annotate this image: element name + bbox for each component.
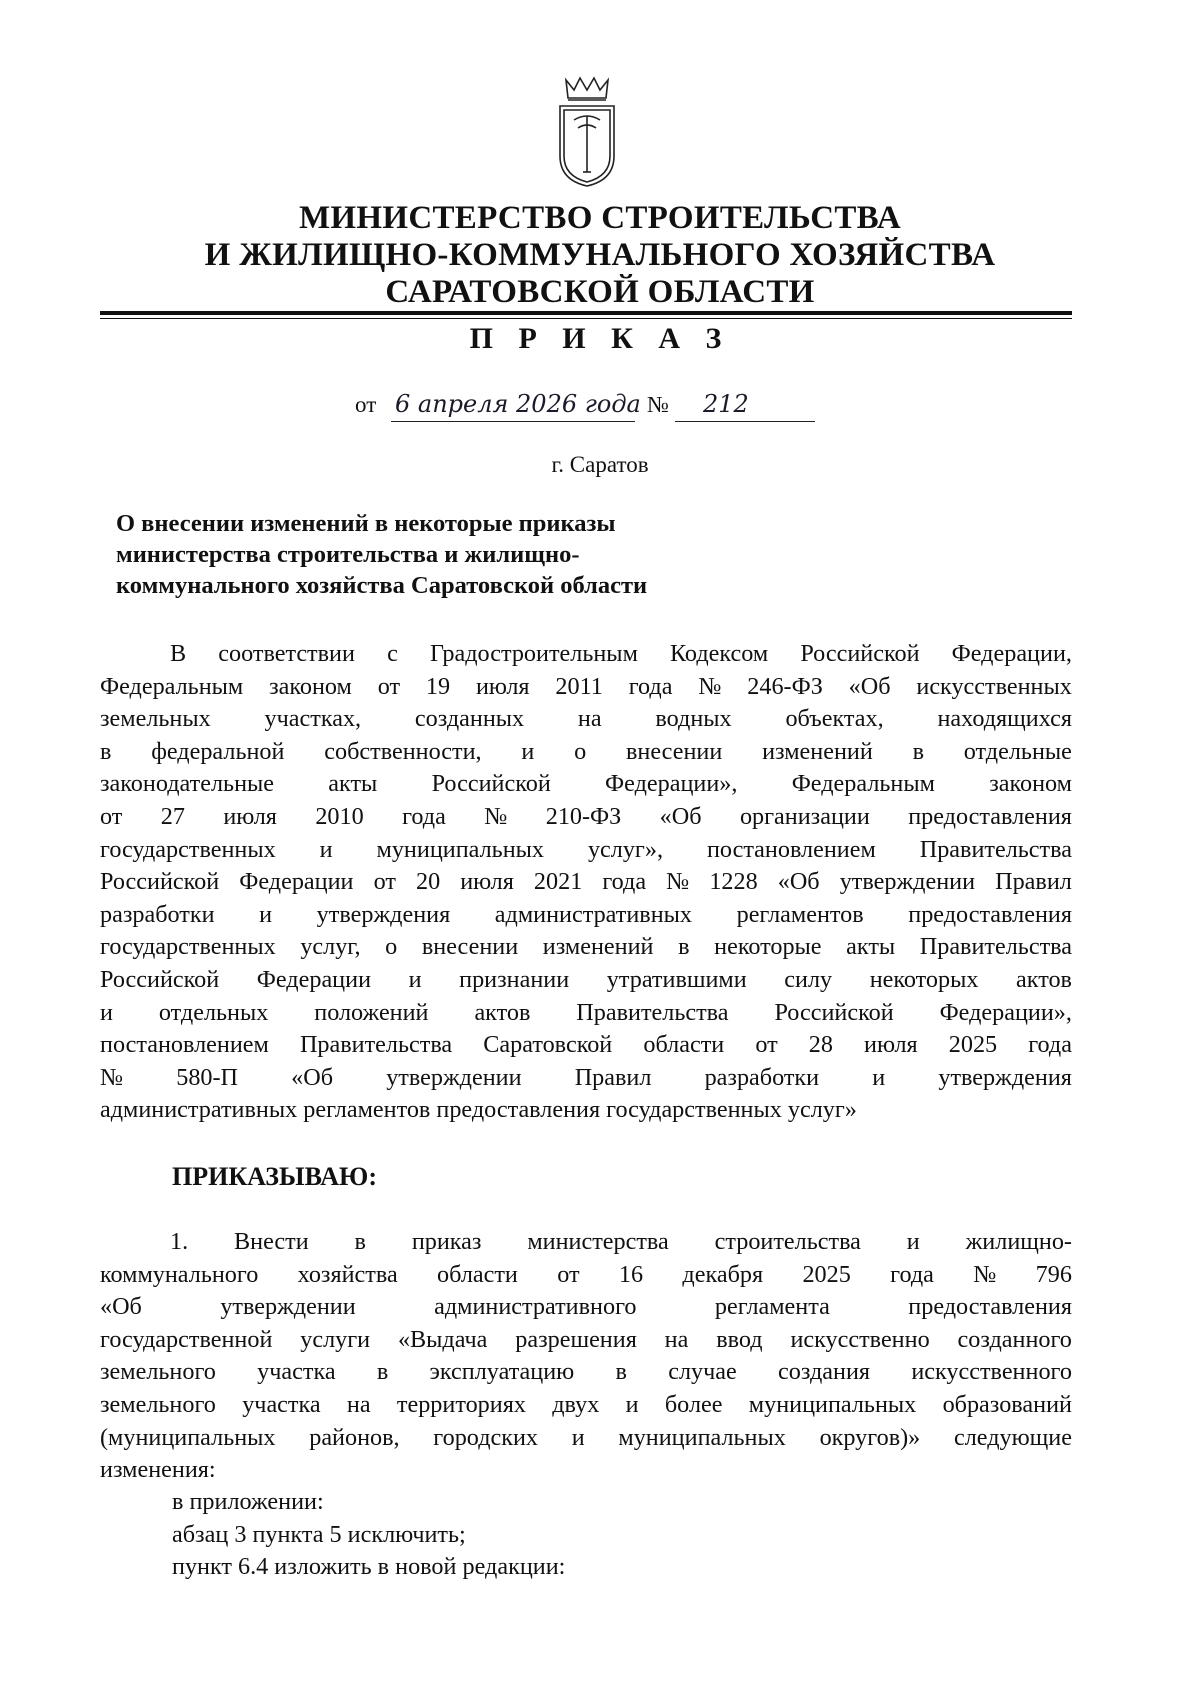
item-1-paragraph xyxy=(100,1226,1072,1487)
order-subject xyxy=(116,508,647,601)
preamble-line: разработки и утверждения административных регламентов предоставления xyxy=(100,900,1072,928)
preamble-line: в федеральной собственности, и о внесении изменений в отдельные xyxy=(100,737,1072,765)
date-underline xyxy=(391,421,635,422)
item-1-line: государственной услуги «Выдача разрешения на ввод искусственно созданного xyxy=(100,1325,1072,1353)
item-1-line: «Об утверждении административного регламента предоставления xyxy=(100,1293,1072,1321)
amendment-line: пункт 6.4 изложить в новой редакции: xyxy=(172,1553,566,1581)
amendment-line: абзац 3 пункта 5 исключить; xyxy=(172,1520,466,1548)
item-1-line: коммунального хозяйства области от 16 декабря 2025 года № 796 xyxy=(100,1260,1072,1288)
handwritten-number: 212 xyxy=(703,390,749,418)
date-number-line xyxy=(355,388,815,424)
header-rule-thick xyxy=(100,311,1072,315)
item-1-line: 1. Внести в приказ министерства строительства и жилищно- xyxy=(170,1228,1072,1255)
amendment-line: в приложении: xyxy=(172,1488,324,1515)
item-1-line: (муниципальных районов, городских и муниципальных округов)» следующие xyxy=(100,1423,1072,1451)
number-prefix: № xyxy=(647,392,669,417)
preamble-line: постановлением Правительства Саратовской области от 28 июля 2025 года xyxy=(100,1031,1072,1059)
number-underline xyxy=(675,421,815,422)
preamble-paragraph xyxy=(100,638,1072,1127)
preamble-line: № 580-П «Об утверждении Правил разработки и утверждения xyxy=(100,1063,1072,1091)
preamble-line: Российской Федерации от 20 июля 2021 года № 1228 «Об утверждении Правил xyxy=(100,868,1072,896)
coat-of-arms-icon xyxy=(552,76,622,188)
preamble-line: законодательные акты Российской Федерации», Федеральным законом xyxy=(100,770,1072,798)
preamble-line: государственных и муниципальных услуг», постановлением Правительства xyxy=(100,835,1072,863)
date-prefix: от xyxy=(355,392,377,417)
subject-line: министерства строительства и жилищно- xyxy=(116,541,580,568)
ministry-name xyxy=(100,200,1100,311)
preamble-line: и отдельных положений актов Правительства Российской Федерации», xyxy=(100,998,1072,1026)
item-1-line: изменения: xyxy=(100,1456,216,1484)
header-rule-thin xyxy=(100,318,1072,319)
document-type-title: П Р И К А З xyxy=(469,322,731,355)
preamble-line: от 27 июля 2010 года № 210-ФЗ «Об организации предоставления xyxy=(100,802,1072,830)
ministry-line-2: И ЖИЛИЩНО-КОММУНАЛЬНОГО ХОЗЯЙСТВА xyxy=(204,237,996,273)
order-directive-heading: ПРИКАЗЫВАЮ: xyxy=(172,1162,377,1191)
preamble-line: государственных услуг, о внесении изменений в некоторые акты Правительства xyxy=(100,933,1072,961)
preamble-line: Федеральным законом от 19 июля 2011 года № 246-ФЗ «Об искусственных xyxy=(100,672,1072,700)
subject-line: О внесении изменений в некоторые приказы xyxy=(116,510,616,537)
subject-line: коммунального хозяйства Саратовской области xyxy=(116,572,648,599)
ministry-line-1: МИНИСТЕРСТВО СТРОИТЕЛЬСТВА xyxy=(298,200,902,236)
handwritten-date: 6 апреля 2026 года xyxy=(395,390,641,418)
preamble-line: земельных участках, созданных на водных объектах, находящихся xyxy=(100,705,1072,733)
preamble-line: В соответствии с Градостроительным Кодексом Российской Федерации, xyxy=(170,640,1072,667)
item-1-line: земельного участка в эксплуатацию в случае создания искусственного xyxy=(100,1358,1072,1386)
preamble-line: Российской Федерации и признании утратившими силу некоторых актов xyxy=(100,965,1072,993)
ministry-line-3: САРАТОВСКОЙ ОБЛАСТИ xyxy=(385,274,815,310)
amendment-list xyxy=(172,1486,565,1584)
city: г. Саратов xyxy=(551,452,649,477)
preamble-line: административных регламентов предоставления государственных услуг» xyxy=(100,1096,857,1124)
item-1-line: земельного участка на территориях двух и более муниципальных образований xyxy=(100,1390,1072,1418)
